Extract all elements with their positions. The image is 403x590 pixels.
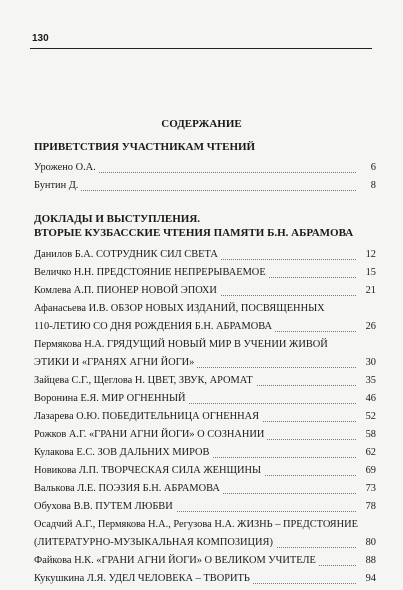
toc-entry-page: 46 bbox=[358, 390, 376, 408]
section-reports-heading: ДОКЛАДЫ И ВЫСТУПЛЕНИЯ. bbox=[34, 213, 201, 225]
toc-entry-text: Комлева А.П. ПИОНЕР НОВОЙ ЭПОХИ bbox=[34, 285, 220, 296]
toc-entry-text: ЭТИКИ И «ГРАНЯХ АГНИ ЙОГИ» bbox=[34, 357, 197, 368]
toc-entry-page: 62 bbox=[358, 444, 376, 462]
section-reports-subtitle: ВТОРЫЕ КУЗБАССКИЕ ЧТЕНИЯ ПАМЯТИ Б.Н. АБРАМОВА bbox=[34, 227, 354, 239]
toc-entry[interactable] bbox=[34, 570, 376, 588]
header-rule bbox=[30, 48, 372, 49]
toc-entry[interactable] bbox=[34, 336, 376, 354]
toc-entry[interactable] bbox=[34, 462, 376, 480]
toc-entry-text: 110-ЛЕТИЮ СО ДНЯ РОЖДЕНИЯ Б.Н. АБРАМОВА bbox=[34, 321, 275, 332]
toc-entry-page: 8 bbox=[358, 177, 376, 195]
toc-entry-page: 15 bbox=[358, 264, 376, 282]
page-number: 130 bbox=[32, 33, 49, 44]
toc-entry-text: Кулакова Е.С. ЗОВ ДАЛЬНИХ МИРОВ bbox=[34, 447, 212, 458]
toc-entry-text: Осадчий А.Г., Пермякова Н.А., Регузова Н.А. ЖИЗНЬ – ПРЕДСТОЯНИЕ bbox=[34, 519, 361, 530]
toc-entry[interactable] bbox=[34, 159, 376, 177]
toc-entry[interactable] bbox=[34, 390, 376, 408]
toc-entry-page: 21 bbox=[358, 282, 376, 300]
toc-entry-text: Данилов Б.А. СОТРУДНИК СИЛ СВЕТА bbox=[34, 249, 221, 260]
toc-entry[interactable] bbox=[34, 264, 376, 282]
toc-entry-text: Кукушкина Л.Я. УДЕЛ ЧЕЛОВЕКА – ТВОРИТЬ bbox=[34, 573, 253, 584]
toc-entry-text: Обухова В.В. ПУТЕМ ЛЮБВИ bbox=[34, 501, 176, 512]
toc-entry[interactable] bbox=[34, 516, 376, 534]
toc-entry[interactable] bbox=[34, 372, 376, 390]
section-greetings-title: ПРИВЕТСТВИЯ УЧАСТНИКАМ ЧТЕНИЙ bbox=[34, 141, 256, 153]
toc-entry-page: 52 bbox=[358, 408, 376, 426]
toc-entry-page: 94 bbox=[358, 570, 376, 588]
toc-entry-page: 30 bbox=[358, 354, 376, 372]
toc-entry-text: (ЛИТЕРАТУРНО-МУЗЫКАЛЬНАЯ КОМПОЗИЦИЯ) bbox=[34, 537, 276, 548]
toc-entry-text: Лазарева О.Ю. ПОБЕДИТЕЛЬНИЦА ОГНЕННАЯ bbox=[34, 411, 262, 422]
toc-entry-page: 26 bbox=[358, 318, 376, 336]
toc-entry-page: 73 bbox=[358, 480, 376, 498]
toc-entry-page: 78 bbox=[358, 498, 376, 516]
toc-entry-text: Рожков А.Г. «ГРАНИ АГНИ ЙОГИ» О СОЗНАНИИ bbox=[34, 429, 267, 440]
toc-entry-page: 35 bbox=[358, 372, 376, 390]
toc-entry[interactable] bbox=[34, 498, 376, 516]
toc-entry-text: Воронина Е.Я. МИР ОГНЕННЫЙ bbox=[34, 393, 189, 404]
toc-entry-text: Афанасьева И.В. ОБЗОР НОВЫХ ИЗДАНИЙ, ПОСВЯЩЕННЫХ bbox=[34, 303, 328, 314]
toc-entry-text: Пермякова Н.А. ГРЯДУЩИЙ НОВЫЙ МИР В УЧЕНИИ ЖИВОЙ bbox=[34, 339, 331, 350]
section-greetings-list bbox=[34, 159, 376, 195]
toc-entry-text: Величко Н.Н. ПРЕДСТОЯНИЕ НЕПРЕРЫВАЕМОЕ bbox=[34, 267, 269, 278]
section-reports-title bbox=[34, 212, 374, 240]
toc-entry-text: Бунтин Д. bbox=[34, 180, 81, 191]
toc-entry[interactable] bbox=[34, 318, 376, 336]
toc-entry-text: Зайцева С.Г., Щеглова Н. ЦВЕТ, ЗВУК, АРОМАТ bbox=[34, 375, 256, 386]
toc-entry-page: 6 bbox=[358, 159, 376, 177]
toc-entry[interactable] bbox=[34, 300, 376, 318]
toc-entry-page: 69 bbox=[358, 462, 376, 480]
toc-entry[interactable] bbox=[34, 408, 376, 426]
toc-entry[interactable] bbox=[34, 354, 376, 372]
toc-entry[interactable] bbox=[34, 480, 376, 498]
toc-entry-text: Файкова Н.К. «ГРАНИ АГНИ ЙОГИ» О ВЕЛИКОМ УЧИТЕЛЕ bbox=[34, 555, 319, 566]
toc-title: СОДЕРЖАНИЕ bbox=[161, 118, 242, 130]
toc-entry[interactable] bbox=[34, 444, 376, 462]
toc-entry-page: 58 bbox=[358, 426, 376, 444]
toc-entry[interactable] bbox=[34, 552, 376, 570]
toc-entry[interactable] bbox=[34, 246, 376, 264]
toc-entry-page: 12 bbox=[358, 246, 376, 264]
toc-entry[interactable] bbox=[34, 282, 376, 300]
section-reports-list bbox=[34, 246, 376, 588]
toc-entry[interactable] bbox=[34, 177, 376, 195]
toc-entry-page: 80 bbox=[358, 534, 376, 552]
toc-entry-text: Валькова Л.Е. ПОЭЗИЯ Б.Н. АБРАМОВА bbox=[34, 483, 223, 494]
toc-entry-page: 88 bbox=[358, 552, 376, 570]
toc-entry[interactable] bbox=[34, 534, 376, 552]
toc-entry[interactable] bbox=[34, 426, 376, 444]
toc-entry-text: Урожено О.А. bbox=[34, 162, 99, 173]
toc-entry-text: Новикова Л.П. ТВОРЧЕСКАЯ СИЛА ЖЕНЩИНЫ bbox=[34, 465, 264, 476]
